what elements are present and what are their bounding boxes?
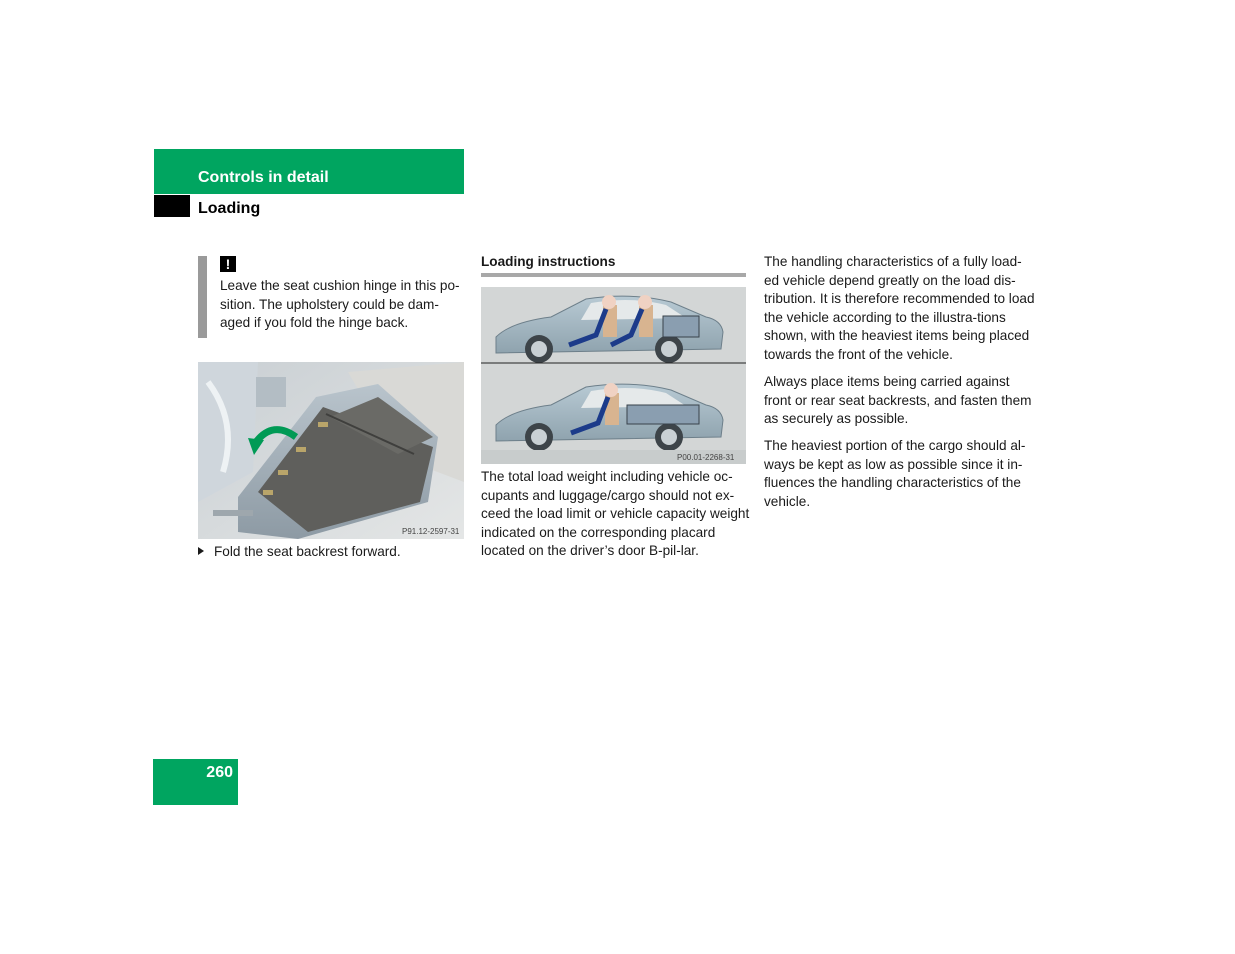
guidance-paragraph-3: The heaviest portion of the cargo should al-ways be kept as low as possible since it in-fluences the handling characteristics of the vehicle. bbox=[764, 438, 1026, 509]
subsection-marker bbox=[154, 195, 190, 217]
photo-code-1: P91.12-2597-31 bbox=[402, 527, 460, 536]
loading-heading: Loading instructions bbox=[481, 254, 616, 269]
load-weight-text: The total load weight including vehicle oc-cupants and luggage/cargo should not ex-ceed the load limit or vehicle capacity weight indicated on the corresponding placard located on the driver’s door B-pil-lar. bbox=[481, 469, 750, 559]
loading-guidance bbox=[764, 253, 1036, 520]
bullet-arrow-icon bbox=[198, 547, 204, 555]
notice-text: Leave the seat cushion hinge in this po-sition. The upholstery could be dam-aged if you fold the hinge back. bbox=[220, 278, 460, 331]
guidance-paragraph-1: The handling characteristics of a fully load-ed vehicle depend greatly on the load dis-tribution. It is therefore recommended to load the vehicle according to the illustra-tions shown, with the heaviest items being placed towards the front of the vehicle. bbox=[764, 254, 1035, 362]
seat-fold-photo bbox=[198, 362, 464, 539]
diagram-code: P00.01-2268-31 bbox=[677, 453, 735, 462]
subsection-title: Loading bbox=[198, 200, 261, 217]
guidance-paragraph-2: Always place items being carried against front or rear seat backrests, and fasten them as securely as possible. bbox=[764, 373, 1032, 427]
page-number: 260 bbox=[206, 764, 233, 781]
heading-rule bbox=[481, 273, 746, 277]
step-text: Fold the seat backrest forward. bbox=[214, 544, 401, 559]
section-title: Controls in detail bbox=[198, 169, 329, 186]
warning-icon: ! bbox=[220, 256, 236, 272]
notice-bar bbox=[198, 256, 207, 338]
step-instruction bbox=[198, 543, 464, 562]
loading-diagram bbox=[481, 287, 746, 464]
